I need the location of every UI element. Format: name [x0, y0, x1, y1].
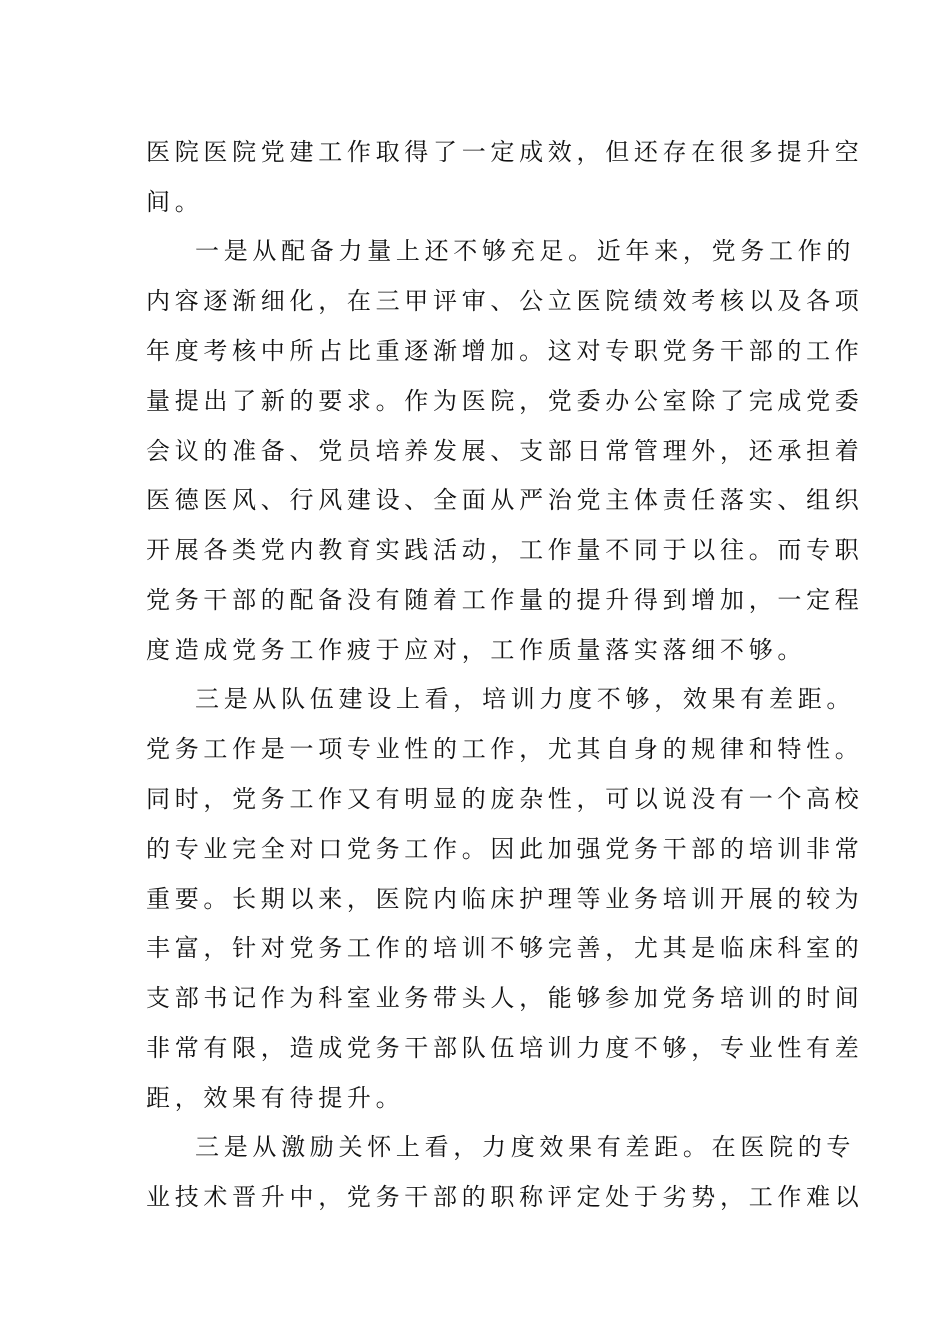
- text-line: 医德医风、行风建设、全面从严治党主体责任落实、组织: [146, 486, 864, 514]
- paragraph-first-line: 三是从队伍建设上看，培训力度不够，效果有差距。: [195, 685, 856, 713]
- text-line: 非常有限，造成党务干部队伍培训力度不够，专业性有差: [146, 1034, 864, 1062]
- text-line: 医院医院党建工作取得了一定成效，但还存在很多提升空: [146, 138, 864, 166]
- text-line: 党务干部的配备没有随着工作量的提升得到增加，一定程: [146, 586, 864, 614]
- text-line: 党务工作是一项专业性的工作，尤其自身的规律和特性。: [146, 735, 864, 763]
- text-line: 会议的准备、党员培养发展、支部日常管理外，还承担着: [146, 437, 864, 465]
- text-line: 丰富，针对党务工作的培训不够完善，尤其是临床科室的: [146, 934, 864, 962]
- paragraph-first-line: 三是从激励关怀上看，力度效果有差距。在医院的专: [195, 1133, 856, 1161]
- paragraph-first-line: 一是从配备力量上还不够充足。近年来，党务工作的: [195, 237, 856, 265]
- text-line: 间。: [146, 188, 204, 216]
- text-line: 支部书记作为科室业务带头人，能够参加党务培训的时间: [146, 984, 864, 1012]
- text-line: 开展各类党内教育实践活动，工作量不同于以往。而专职: [146, 536, 864, 564]
- text-line: 内容逐渐细化，在三甲评审、公立医院绩效考核以及各项: [146, 287, 864, 315]
- text-line: 度造成党务工作疲于应对，工作质量落实落细不够。: [146, 636, 807, 664]
- text-line: 年度考核中所占比重逐渐增加。这对专职党务干部的工作: [146, 337, 864, 365]
- text-line: 距，效果有待提升。: [146, 1084, 405, 1112]
- text-line: 量提出了新的要求。作为医院，党委办公室除了完成党委: [146, 387, 864, 415]
- text-line: 业技术晋升中，党务干部的职称评定处于劣势，工作难以: [146, 1183, 864, 1211]
- text-line: 重要。长期以来，医院内临床护理等业务培训开展的较为: [146, 885, 864, 913]
- text-line: 同时，党务工作又有明显的庞杂性，可以说没有一个高校: [146, 785, 864, 813]
- text-line: 的专业完全对口党务工作。因此加强党务干部的培训非常: [146, 835, 864, 863]
